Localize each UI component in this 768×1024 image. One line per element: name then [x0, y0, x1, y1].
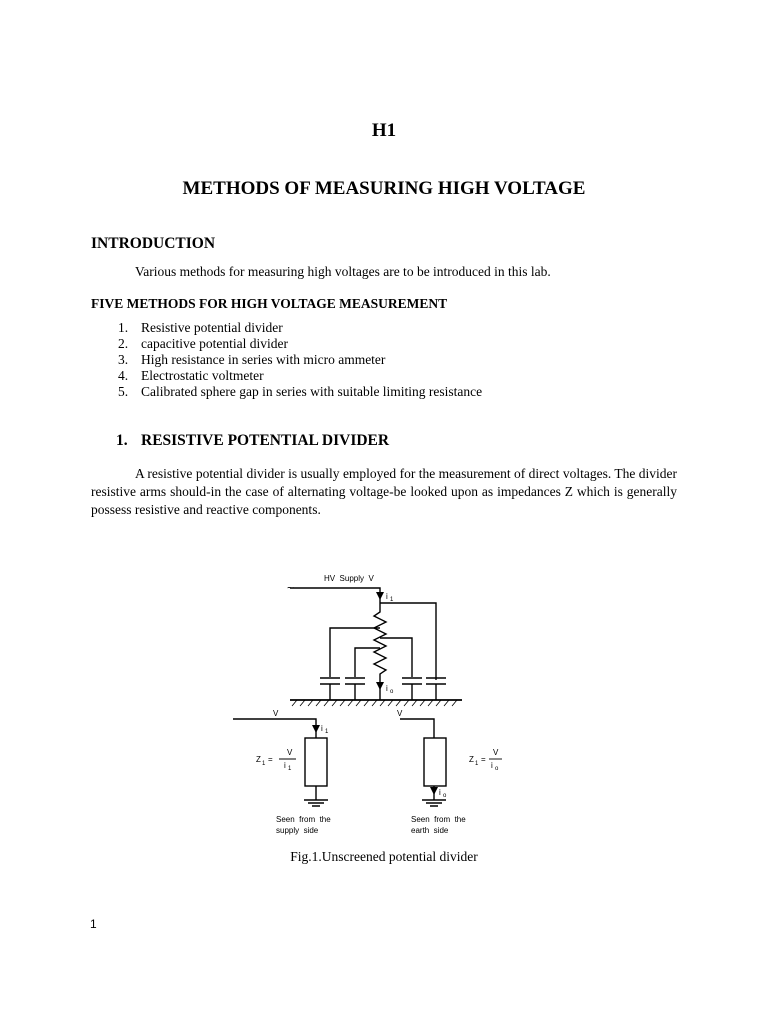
capacitor-plates — [320, 678, 340, 684]
list-text: Calibrated sphere gap in series with suitable limiting resistance — [141, 384, 483, 399]
hv-supply-label: HV Supply V — [324, 574, 374, 583]
z-right-eq: = — [481, 755, 486, 764]
i1-sub-label: 1 — [390, 597, 394, 603]
z-left-label: Z — [256, 755, 261, 764]
introduction-text: Various methods for measuring high voltages are to be introduced in this lab. — [135, 264, 551, 279]
v-left-label: V — [273, 709, 279, 718]
right-caption-line2: earth side — [411, 826, 449, 835]
page-number: 1 — [90, 917, 97, 931]
left-ground-icon — [304, 800, 328, 806]
z-left-eq: = — [268, 755, 273, 764]
io-label: i — [386, 684, 388, 693]
right-ground-icon — [422, 800, 446, 806]
page-title: METHODS OF MEASURING HIGH VOLTAGE — [182, 178, 586, 199]
z-right-den: i — [491, 761, 493, 770]
v-right-label: V — [397, 709, 403, 718]
right-impedance-wire — [400, 719, 434, 738]
arrow-i1-top — [376, 592, 384, 600]
i1-left-sub-label: 1 — [325, 729, 329, 735]
arrow-i1-left — [312, 725, 320, 733]
five-methods-heading: FIVE METHODS FOR HIGH VOLTAGE MEASUREMENT — [91, 296, 448, 311]
z-left-den-sub: 1 — [288, 766, 292, 772]
document-code: H1 — [371, 120, 397, 141]
section-number: 1. — [116, 432, 128, 449]
right-wire — [380, 603, 436, 680]
ac-symbol-label: ~ — [287, 581, 295, 595]
list-text: High resistance in series with micro ammeter — [141, 352, 386, 367]
list-text: Electrostatic voltmeter — [141, 368, 264, 383]
left-caption-line1: Seen from the — [276, 815, 331, 824]
list-number: 4. — [118, 368, 129, 383]
z-right-num: V — [493, 748, 499, 757]
figure-caption: Fig.1.Unscreened potential divider — [290, 849, 478, 864]
i1-label: i — [386, 592, 388, 601]
z-right-sub: 1 — [475, 761, 479, 767]
right-impedance-box — [424, 738, 446, 786]
z-left-num: V — [287, 748, 293, 757]
introduction-heading: INTRODUCTION — [91, 235, 216, 252]
list-number: 5. — [118, 384, 129, 399]
paragraph-text: A resistive potential divider is usually employed for the measurement of direct voltages. The divider resistive arms should-in the case of alternating voltage-be looked upon as impedances Z which is generally possess resistive and reactive components. — [91, 466, 677, 517]
io-right-label: i — [439, 788, 441, 797]
left-impedance-box — [305, 738, 327, 786]
arrow-io-right — [430, 787, 438, 795]
list-number: 2. — [118, 336, 129, 351]
list-number: 1. — [118, 320, 129, 335]
right-caption-line1: Seen from the — [411, 815, 466, 824]
left-impedance-wire — [233, 719, 316, 738]
io-sub-label: o — [390, 689, 394, 695]
io-right-sub-label: o — [443, 793, 447, 799]
z-right-den-sub: o — [495, 766, 499, 772]
section-title: RESISTIVE POTENTIAL DIVIDER — [141, 432, 390, 449]
list-number: 3. — [118, 352, 129, 367]
z-left-sub: 1 — [262, 761, 266, 767]
z-left-den: i — [284, 761, 286, 770]
i1-left-label: i — [321, 724, 323, 733]
list-text: Resistive potential divider — [141, 320, 283, 335]
left-caption-line2: supply side — [276, 826, 319, 835]
arrow-io-top — [376, 682, 384, 690]
list-text: capacitive potential divider — [141, 336, 288, 351]
z-right-label: Z — [469, 755, 474, 764]
hv-supply-wire — [290, 588, 380, 600]
